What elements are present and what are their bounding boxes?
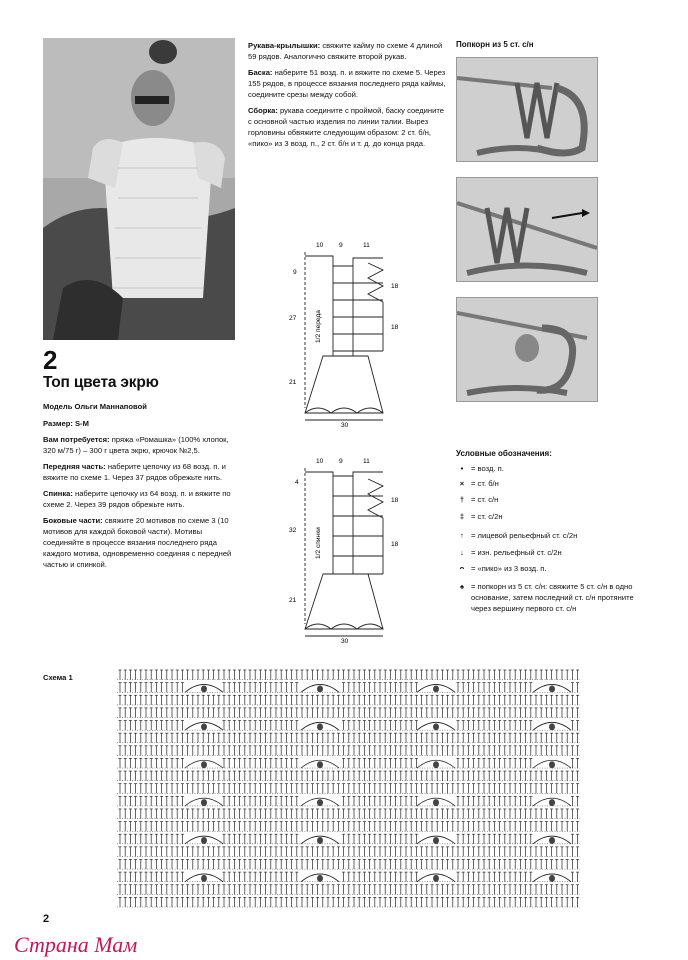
paragraph-front: Передняя часть: наберите цепочку из 68 возд. п. и вяжите по схеме 1. Через 37 рядов обрежьте нить. — [43, 462, 226, 482]
schema1-row — [117, 746, 580, 756]
schema1-row — [117, 721, 580, 731]
schema1-row — [117, 771, 580, 781]
site-logo: Страна Мам — [14, 932, 138, 957]
mid-text-block — [248, 40, 448, 149]
legend-item — [453, 563, 658, 574]
back-dim-left-1: 32 — [289, 527, 297, 534]
legend-item — [453, 511, 658, 522]
legend-symbol: × — [459, 479, 465, 488]
popcorn-symbol — [317, 761, 323, 768]
left-text-block — [43, 434, 239, 570]
schema1-row — [117, 758, 580, 768]
popcorn-symbol — [317, 685, 323, 692]
popcorn-symbol — [549, 799, 555, 806]
pattern-front-diagram — [283, 238, 413, 428]
popcorn-symbol — [317, 837, 323, 844]
popcorn-step-2-image — [456, 177, 598, 282]
back-dim-right-1: 18 — [391, 541, 399, 548]
paragraph-sleeves: Рукава-крылышки: свяжите кайму по схеме 4 длиной 59 рядов. Аналогично свяжите второй рукав. — [248, 41, 443, 61]
popcorn-symbol — [201, 723, 207, 730]
back-dim-top-2: 11 — [363, 458, 370, 465]
legend-text: = возд. п. — [471, 464, 504, 473]
front-dim-top-1: 9 — [339, 242, 343, 249]
pattern-back-diagram — [283, 454, 413, 644]
legend-symbol: ↑ — [460, 531, 464, 540]
popcorn-step-1-image — [456, 57, 598, 162]
front-dim-top-2: 11 — [363, 242, 370, 249]
legend-text: = «пико» из 3 возд. п. — [471, 564, 547, 573]
front-dim-right-1: 18 — [391, 324, 399, 331]
model-photo-illustration — [43, 38, 235, 340]
paragraph-back: Спинка: наберите цепочку из 64 возд. п. и вяжите по схеме 2. Через 39 рядов обрежьте нить. — [43, 489, 231, 509]
schema1-row — [117, 847, 580, 857]
legend-item — [453, 547, 658, 558]
schema1-row — [117, 859, 580, 869]
schema1-row — [117, 733, 580, 743]
back-label: 1/2 спинки — [315, 527, 322, 559]
schema1-row — [117, 670, 580, 680]
popcorn-symbol — [549, 723, 555, 730]
schema1-row — [117, 695, 580, 705]
model-size: Размер: S-M — [43, 419, 89, 428]
popcorn-symbol — [549, 685, 555, 692]
popcorn-symbol — [433, 799, 439, 806]
legend-symbol: ‡ — [459, 512, 465, 521]
popcorn-symbol — [433, 837, 439, 844]
popcorn-symbol — [201, 837, 207, 844]
schema1-row — [117, 897, 580, 907]
legend-item — [453, 494, 658, 505]
popcorn-symbol — [201, 761, 207, 768]
popcorn-symbol — [201, 799, 207, 806]
back-dim-left-2: 21 — [289, 597, 297, 604]
legend-item — [453, 478, 658, 489]
back-dim-left-0: 4 — [295, 479, 299, 486]
popcorn-symbol — [549, 761, 555, 768]
legend-symbol: • — [460, 464, 464, 473]
popcorn-heading: Попкорн из 5 ст. с/н — [456, 40, 534, 49]
model-photo — [43, 38, 235, 340]
schema1-row — [117, 784, 580, 794]
schema1-row — [117, 834, 580, 844]
legend-text: = ст. с/2н — [471, 512, 503, 521]
popcorn-step-2-illustration — [457, 178, 597, 281]
schema1-chart — [117, 668, 580, 908]
back-dim-right-0: 18 — [391, 497, 399, 504]
page-number: 2 — [43, 913, 50, 925]
legend-text: = ст. б/н — [471, 479, 499, 488]
model-number: 2 — [43, 345, 58, 375]
popcorn-symbol — [433, 761, 439, 768]
paragraph-sides: Боковые части: свяжите 20 мотивов по схеме 3 (10 мотивов для каждой боковой части). Мотивы соединяйте в процессе вязания последнего ряда каждого мотива, одновременно соединяя с передней частью и спинкой. — [43, 516, 232, 569]
popcorn-step-1-illustration — [457, 58, 597, 161]
popcorn-symbol — [549, 837, 555, 844]
schema1-row — [117, 885, 580, 895]
popcorn-symbol — [317, 723, 323, 730]
front-dim-top-0: 10 — [316, 242, 324, 249]
schema1-row — [117, 872, 580, 882]
legend-symbol: ᴖ — [459, 564, 465, 573]
paragraph-peplum: Баска: наберите 51 возд. п. и вяжите по схеме 5. Через 155 рядов, в процессе вязания последнего ряда каймы, соедините срезы между собой. — [248, 68, 446, 99]
model-author: Модель Ольги Маннаповой — [43, 402, 147, 411]
popcorn-step-3-illustration — [457, 298, 597, 401]
legend-item — [453, 530, 658, 541]
legend-item — [453, 463, 658, 474]
legend-symbol: † — [459, 495, 465, 504]
legend-symbol: ↓ — [460, 548, 464, 557]
popcorn-symbol — [433, 685, 439, 692]
popcorn-symbol — [433, 723, 439, 730]
back-dim-top-1: 9 — [339, 458, 343, 465]
back-dim-top-0: 10 — [316, 458, 324, 465]
front-dim-left-0: 9 — [293, 269, 297, 276]
back-dim-bottom: 30 — [341, 638, 349, 644]
paragraph-materials: Вам потребуется: пряжа «Ромашка» (100% хлопок, 320 м/75 г) – 300 г цвета экрю, крючок №2,5. — [43, 435, 229, 455]
schema1-row — [117, 809, 580, 819]
schema1-row — [117, 708, 580, 718]
popcorn-symbol — [549, 875, 555, 882]
popcorn-symbol — [433, 875, 439, 882]
schema1-row — [117, 683, 580, 693]
front-dim-right-0: 18 — [391, 283, 399, 290]
legend-text: = лицевой рельефный ст. с/2н — [471, 531, 578, 540]
legend-text: = попкорн из 5 ст. с/н: свяжите 5 ст. с/н в одно основание, затем последний ст. с/н протяните через вершину первого ст. с/н — [471, 582, 634, 613]
front-dim-bottom: 30 — [341, 422, 349, 428]
schema1-label: Схема 1 — [43, 673, 73, 682]
legend-text: = ст. с/н — [471, 495, 499, 504]
model-title: Топ цвета экрю — [43, 374, 159, 391]
popcorn-symbol — [317, 799, 323, 806]
schema1-row — [117, 796, 580, 806]
popcorn-symbol — [201, 685, 207, 692]
paragraph-assembly: Сборка: рукава соедините с проймой, баску соедините с основной частью изделия по линии талии. Вырез горловины обвяжите следующим образом: 2 ст. б/н, «пико» из 3 возд. п., 2 ст. б/н и т. д. до конца ряда. — [248, 106, 444, 148]
legend-symbol: ♠ — [459, 582, 465, 591]
front-dim-left-2: 21 — [289, 379, 297, 386]
popcorn-symbol — [201, 875, 207, 882]
schema1-row — [117, 822, 580, 832]
legend-text: = изн. рельефный ст. с/2н — [471, 548, 562, 557]
popcorn-step-3-image — [456, 297, 598, 402]
popcorn-symbol — [317, 875, 323, 882]
legend-item — [453, 581, 648, 614]
legend-heading: Условные обозначения: — [456, 449, 552, 458]
front-label: 1/2 переда — [315, 310, 322, 343]
front-dim-left-1: 27 — [289, 315, 297, 322]
